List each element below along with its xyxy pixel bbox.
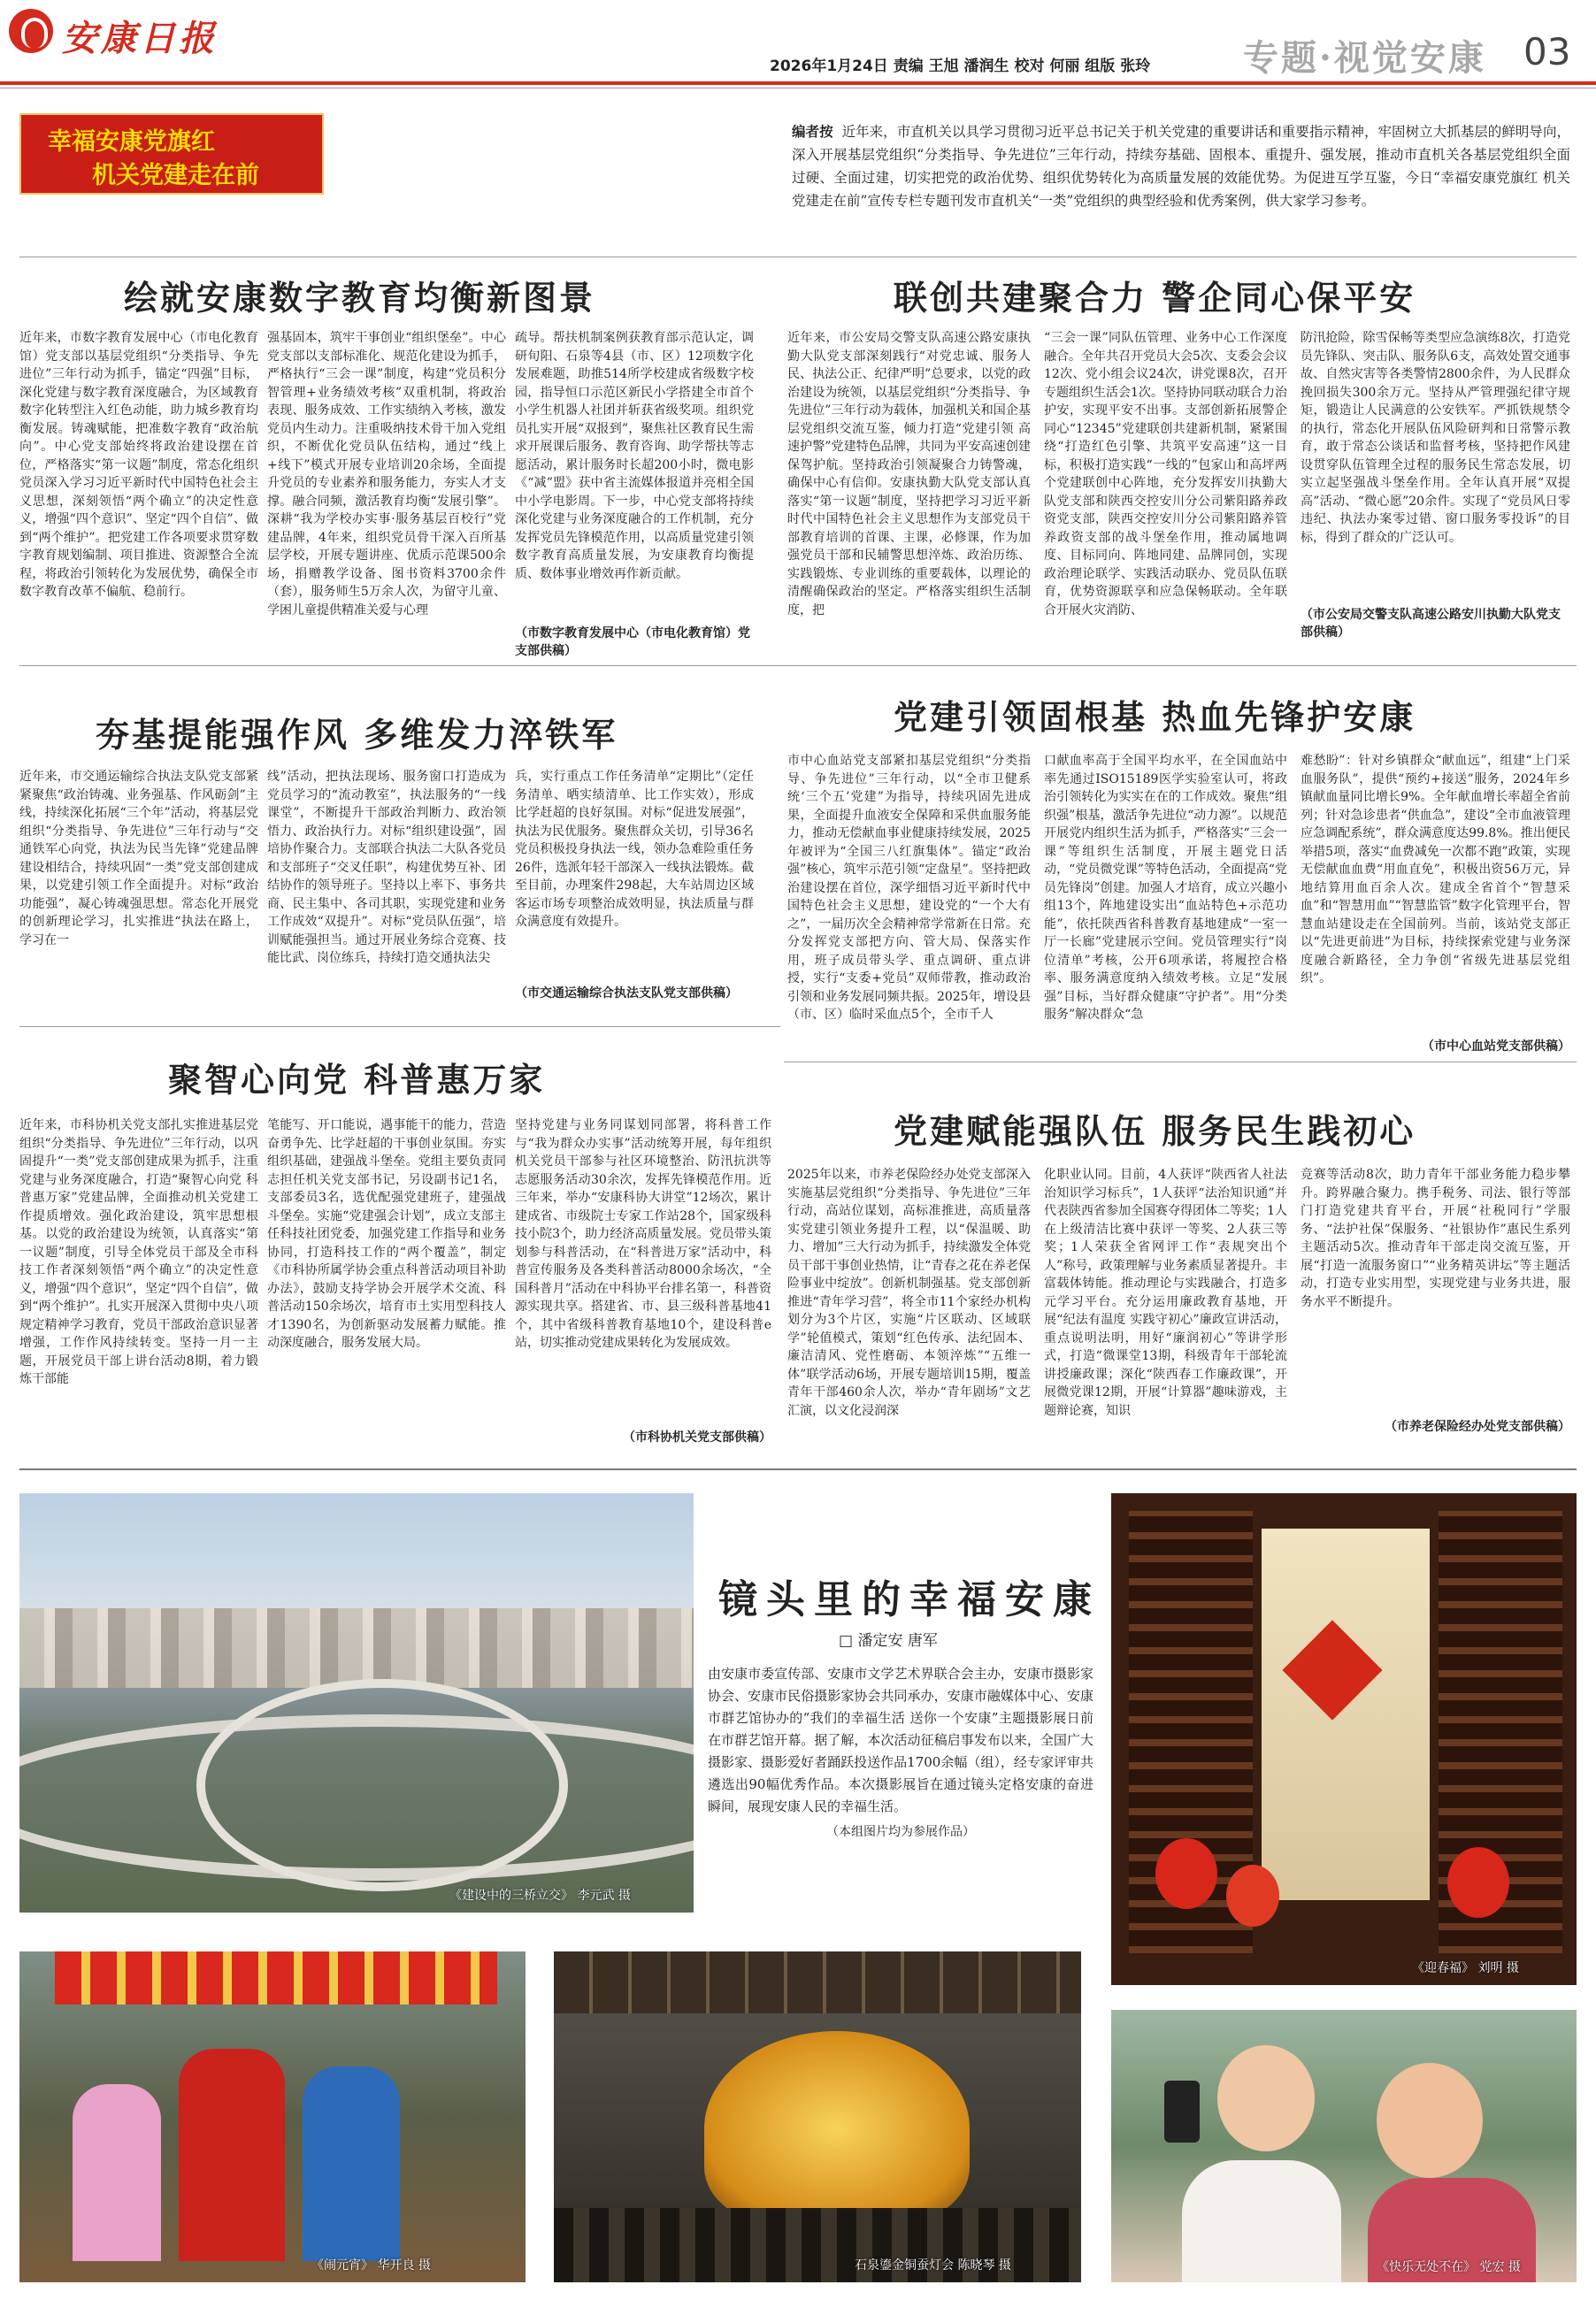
photo-caption: 石泉鎏金铜蚕灯会 陈晓琴 摄 — [855, 2258, 1011, 2273]
article-signature: （市养老保险经办处党支部供稿） — [1385, 1420, 1570, 1434]
performer — [179, 2049, 285, 2261]
article-signature: （市交通运输综合执法支队党支部供稿） — [515, 986, 738, 1000]
photo-caption: 《闹元宵》 华开良 摄 — [311, 2258, 431, 2273]
article-column: 疏导。帮扶机制案例获教育部示范认定，调研旬阳、石泉等4县（市、区）12项数字化发展难题，助推514所学校建成省级数字校园，指导恒口示范区新民小学搭建全市首个小学生机器人社团并斩获省级奖项。组织党员扎实开展“双报到”，聚焦社区教育民生需求开展课后服务、教育咨询、助学帮扶等志愿活动，累计服务时长超200小时，微电影《“减”盟》获中省主流媒体报道并亮相全国中小学电影周。下一步，中心党支部将持续深化党建与业务深度融合的工作机制，充分发挥党员先锋模范作用，以高质量党建引领数字教育高质量发展，为安康教育均衡提质、数体事业增效再作新贡献。 — [515, 331, 754, 581]
banner-line-1: 幸福安康党旗红 — [48, 128, 215, 156]
overpass-loop — [196, 1679, 568, 1891]
column-banner — [19, 113, 324, 195]
issue-meta: 2026年1月24日 责编 王旭 潘润生 校对 何丽 组版 张玲 — [770, 58, 1151, 75]
red-lantern-icon — [1447, 1847, 1509, 1918]
article-column: 化职业认同。目前，4人获评“陕西省人社法治知识学习标兵”，1人获评“法治知识通”并代表陕西省参加全国赛夺得团体二等奖；1人在上级清洁比赛中获评一等奖、2人获三等奖；1人荣获全省网评工作“表规突出个人”称号，政策理解与业务素质显著提升。丰富载体铸能。推动理论与实践融合，打造多元学习平台。充分运用廉政教育基地，开展“纪法有温度 实践守初心”廉政宣讲活动，重点说明法明，用好“廉润初心”等讲学形式，打造“微课堂13期，科级青年干部轮流讲授廉政课；深化“陕西春工作廉政课”，开展微党课12期，开展“计算器”趣味游戏，主题辩论赛，知识 — [1044, 1168, 1287, 1418]
article-column: 2025年以来，市养老保险经办处党支部深入实施基层党组织“分类指导、争先进位”三年行动，高站位谋划，高标准推进，高质量落实党建引领业务提升工程，以“保温暖、助力、增加”三大行动为抓手，持续激发全体党员干部干事创业热情，让“青春之花在养老保险事业中绽放”。创新机制强基。党支部创新推进“青年学习营”，将全市11个家经办机构划分为3个片区，实施“片区联动、区域联学”轮值模式，策划“红色传承、法纪固本、廉洁清风、党性磨砺、本领淬炼”“五维一体”联学活动6场，开展专题培训15期，覆盖青年干部460余人次，举办“青年剧场”文艺汇演，以文化浸润深 — [787, 1168, 1031, 1418]
article-title: 联创共建聚合力 警企同心保平安 — [894, 278, 1416, 318]
article-title: 党建赋能强队伍 服务民生践初心 — [894, 1111, 1416, 1151]
child-face — [1217, 2045, 1315, 2151]
editor-note-label: 编者按 — [792, 124, 833, 140]
photo-caption: 《快乐无处不在》 党宏 摄 — [1377, 2260, 1521, 2274]
logo-emblem-icon — [9, 9, 53, 53]
article-signature: （市公安局交警支队高速公路安川执勤大队党支部供稿） — [1301, 608, 1561, 640]
photo-window — [1111, 1493, 1577, 1985]
article-column: 坚持党建与业务同谋划同部署，将科普工作与“我为群众办实事”活动统筹开展，每年组织机关党员干部参与社区环境整治、防汛抗洪等志愿服务活动30余次，发挥先锋模范作用。近三年来，举办“安康科协大讲堂”12场次，累计建成省、市级院士专家工作站28个，国家级科技小院3个，助力经济高质量发展。党员带头策划参与科普活动，在“科普进万家”活动中，科普宣传服务及各类科普活动8000余场次，“全国科普月”活动在中科协平台排名第一，科普资源实现共享。搭建省、市、县三级科普基地41个，其中省级科普教育基地10个，建设科普e站，切实推动党建成果转化为发展成效。 — [515, 1118, 771, 1350]
red-lantern-icon — [1155, 1838, 1217, 1909]
article-column: 竞赛等活动8次，助力青年干部业务能力稳步攀升。跨界融合聚力。携手税务、司法、银行等部门打造党建共育平台，开展“社税同行”学服务、“法护社保”保服务、“社银协作”惠民生系列主题活动5次。推动青年干部走岗交流互鉴，开展“打造一流服务窗口”“业务精英讲坛”等主题活动，打造专业实用型，实现党建与业务共进，服务水平不断提升。 — [1301, 1168, 1570, 1309]
divider — [19, 1026, 780, 1027]
editor-note — [792, 120, 1570, 212]
divider — [19, 1468, 1577, 1470]
article-column: 口献血率高于全国平均水平，在全国血站中率先通过ISO15189医学实验室认可，将政治引领转化为实实在在的工作成效。聚焦“组织强”根基，激活争先进位“动力源”。以规范开展党内组织生活为抓手，严格落实“三会一课”等组织生活制度，开展主题党日活动，“党员微党课”等特色活动，全面提高“党员先锋岗”创建。加强人才培育，成立兴趣小组13个，阵地建设实出“血站特色+示范功能”，依托陕西省科普教育基地建成“一室一厅一长廊”党建展示空间。党员管理实行“岗位清单”考核，公开6项承诺，将履控合格率、服务满意度纳入绩效考核。立足“发展强”目标，当好群众健康“守护者”。用“分类服务”解决群众“急 — [1044, 754, 1287, 1022]
red-lantern-icon — [1226, 1865, 1279, 1927]
photo-caption: 《建设中的三桥立交》 李元武 摄 — [449, 1889, 631, 1903]
article-column: 防汛抢险，除雪保畅等类型应急演练8次，打造党员先锋队、突击队、服务队6支，高效处置交通事故、自然灾害等各类警情2800余件，为人民群众挽回损失300余万元。坚持从严管理强纪律守规矩，锻造让人民满意的公安铁军。严抓铁规禁令的执行，常态化开展队伍风险研判和日常警示教育，敢于常态公谈话和监督考核，坚持把作风建设贯穿队伍管理全过程的服务民生常态发展，切实立起坚强战斗堡垒作用。全年认真开展“双提高”活动、“微心愿”20余件。实现了“党员风日零违纪、执法办案零过错、窗口服务零投诉”的目标，得到了群众的广泛认可。 — [1301, 331, 1570, 545]
article-title: 夯基提能强作风 多维发力淬铁军 — [96, 715, 618, 755]
child-face — [1377, 2063, 1483, 2178]
article-signature: （市科协机关党支部供稿） — [623, 1430, 771, 1445]
article-column: 近年来，市科协机关党支部扎实推进基层党组织“分类指导、争先进位”三年行动，以巩固提升“一类”党支部创建成果为抓手，注重党建与业务深度融合，打造“聚智心向党 科普惠万家”党建品牌，全面推动机关党建工作提质增效。强化政治建设，筑牢思想根基。以党的政治建设为统领，认真落实“第一议题”制度，引导全体党员干部及全市科技工作者深刻领悟“两个确立”的决定性意义，增强“四个意识”，坚定“四个自信”，做到“两个维护”。扎实开展深入贯彻中央八项规定精神学习教育，党员干部政治意识显著增强，工作作风持续转变。坚持一月一主题，开展党员干部上讲台活动8期，着力锻炼干部能 — [19, 1118, 258, 1386]
lens-note: （本组图片均为参展作品） — [826, 1825, 975, 1839]
article-column: 近年来，市公安局交警支队高速公路安康执勤大队党支部深刻践行“对党忠诚、服务人民、执法公正、纪律严明”总要求，以党的政治建设为统领，以基层党组织“分类指导、争先进位”三年行动为载体，加强机关和国企基层党组织交流互鉴，倾力打造“党建引领 高速护警”党建特色品牌，共同为平安高速创建保驾护航。坚持政治引领凝聚合力铸警魂，确保中心有信仰。安康执勤大队党支部认真落实“第一议题”制度，坚持把学习习近平新时代中国特色社会主义思想作为支部党员干部教育培训的首课、主课，必修课，作为加强党员干部和民辅警思想淬炼、政治历练、实践锻炼、专业训练的重要载体，以理论的清醒确保政治的坚定。严格落实组织生活制度，把 — [787, 331, 1031, 617]
newspaper-logo — [9, 7, 248, 57]
lens-author: □ 潘定安 唐军 — [839, 1632, 938, 1650]
photo-caption: 《迎春福》 刘明 摄 — [1412, 1961, 1519, 1975]
article-column: 市中心血站党支部紧扣基层党组织“分类指导、争先进位”三年行动，以“全市卫健系统‘三个五’党建”为指导，持续巩固先进成果，全面提升血液安全保障和采供血服务能力，推动无偿献血事业健康持续发展，2025年被评为“全国三八红旗集体”。锚定“政治强”核心，筑牢示范引领“定盘星”。坚持把政治建设摆在首位，深学细悟习近平新时代中国特色社会主义思想，建设党的“一个大有之”，一届历次全会精神常学常新在日常。充分发挥党支部把方向、管大局、保落实作用，班子成员带头学、重点调研、重点讲授，实行“支委+党员”双师带教，推动政治引领和业务发展同频共振。2025年，增设县（市、区）临时采血点5个，全市千人 — [787, 754, 1031, 1022]
child-body — [1182, 2160, 1341, 2282]
masthead-rule — [0, 81, 1596, 85]
building-eaves — [554, 1951, 1081, 2013]
article-title: 绘就安康数字教育均衡新图景 — [124, 278, 596, 318]
photo-kids — [1111, 2010, 1577, 2282]
lens-body-text: 由安康市委宣传部、安康市文学艺术界联合会主办，安康市摄影家协会、安康市民俗摄影家协会共同承办，安康市融媒体中心、安康市群艺馆协办的“我们的幸福生活 送你一个安康”主题摄影展日前在市群艺馆开幕。据了解，本次活动征稿启事发布以来，全国广大摄影家、摄影爱好者踊跃投送作品1700余幅（组），经专家评审共遴选出90幅优秀作品。本次摄影展旨在通过镜头定格安康的奋进瞬间，展现安康人民的幸福生活。 — [708, 1666, 1093, 1814]
article-column: 难愁盼”：针对乡镇群众“献血远”，组建“上门采血服务队”，提供“预约+接送”服务，2024年乡镇献血量同比增长9%。全年献血增长率超全省前列；针对急诊患者“供血急”，建设“全市血液管理应急调配系统”，群众满意度达99.8%。推出便民举措5项，落实“血费减免一次都不跑”政策，实现无偿献血血费“用血直免”，积极出资56万元，异地结算用血百余人次。建成全省首个“智慧采血”和“智慧用血”“智慧监管”数字化管理平台，智慧血站建设走在全国前列。当前，该站党支部正以“先进更前进”为目标，持续探索党建与业务深度融合新路径，全力争创“省级先进基层党组织”。 — [1301, 754, 1570, 985]
article-column: 笔能写、开口能说，遇事能干的能力，营造奋勇争先、比学赶超的干事创业氛围。夯实组织基础，建强战斗堡垒。党组主要负责同志担任机关党支部书记，另设副书记1名，支部委员3名，选优配强党建班子，建强战斗堡垒。实施“党建强会计划”，成立支部主任科技社团党委，加强党建工作指导和业务协同，打造科技工作的“两个覆盖”，制定《市科协所属学协会重点科普活动项目补助办法》，鼓励支持学协会开展学术交流、科普活动150余场次，培育市土实用型科技人才1390名，为创新驱动发展蓄力赋能。推动深度融合，服务发展大局。 — [267, 1118, 506, 1350]
divider — [19, 665, 1577, 666]
photo-parade — [19, 1951, 526, 2282]
banner-line-2: 机关党建走在前 — [92, 162, 259, 189]
article-column: 近年来，市数字教育发展中心（市电化教育馆）党支部以基层党组织“分类指导、争先进位”三年行动为抓手，锚定“四强”目标，深化党建与数字教育深度融合，为区域教育数字化转型注入红色动能，助力城乡教育均衡发展。铸魂赋能，把准数字教育“政治航向”。中心党支部始终将政治建设摆在首位，严格落实“第一议题”制度，常态化组织党员深入学习习近平新时代中国特色社会主义思想，深刻领悟“两个确立”的决定性意义，增强“四个意识”、坚定“四个自信”、做到“两个维护”。把党建工作各项要求贯穿数字教育规划编制、项目推进、资源整合全流程，将政治引领转化为发展优势，确保全市数字教育改革不偏航、稳前行。 — [19, 331, 258, 599]
page-number: 03 — [1523, 30, 1571, 73]
article-column: 近年来，市交通运输综合执法支队党支部紧紧聚焦“政治铸魂、业务强基、作风砺剑”主线，持续深化拓展“三个年”活动，将基层党组织“分类指导、争先进位”三年行动与“交通铁军心向党，执法为民当先锋”党建品牌建设相结合，持续巩固“一类”党支部创建成果，以党建引领工作全面提升。对标“政治功能强”，凝心铸魂强思想。常态化开展党的创新理论学习，扎实推进“执法在路上，学习在一 — [19, 770, 258, 947]
window-opening — [1262, 1529, 1430, 1900]
article-title: 党建引领固根基 热血先锋护安康 — [894, 697, 1416, 737]
performer — [303, 2066, 400, 2261]
editor-note-text: 近年来，市直机关以具学习贯彻习近平总书记关于机关党建的重要讲话和重要指示精神，牢固树立大抓基层的鲜明导向，深入开展基层党组织“分类指导、争先进位”三年行动，持续夯基础、固根本、重提升、强发展，推动市直机关各基层党组织全面过硬、全面过建，切实把党的政治优势、组织优势转化为高质量发展的效能优势。为促进互学互鉴，今日“幸福安康党旗红 机关党建走在前”宣传专栏专题刊发市直机关“一类”党组织的典型经验和优秀案例，供大家学习参考。 — [792, 124, 1570, 209]
lens-title: 镜头里的幸福安康 — [718, 1577, 1101, 1622]
photo-interchange — [19, 1493, 694, 1913]
article-signature: （市中心血站党支部供稿） — [1422, 1039, 1570, 1054]
lens-body — [708, 1663, 1093, 1844]
section-title: 专题·视觉安康 — [1243, 37, 1486, 79]
article-column: 线”活动，把执法现场、服务窗口打造成为党员学习的“流动教室”，执法服务的“一线课堂”，不断提升干部政治判断力、政治领悟力、政治执行力。对标“组织建设强”，固培协作聚合力。支部联合执法二大队各党员和支部班子“交叉任职”，构建优势互补、团结协作的领导班子。坚持以上率下、事务共商、民主集中、各司其职，实现党建和业务工作成效“双提升”。对标“党员队伍强”，培训赋能强担当。通过开展业务综合竞赛、技能比武、岗位练兵，持续打造交通执法尖 — [267, 770, 506, 965]
city-skyline — [19, 1608, 694, 1688]
photo-dragon-lantern — [554, 1951, 1081, 2282]
dragon-lantern-icon — [704, 2031, 970, 2226]
article-column: “三会一课”同队伍管理、业务中心工作深度融合。全年共召开党员大会5次、支委会会议12次、党小组会议24次，讲党课8次，召开专题组织生活会1次。坚持协同联动联合力治护安，实现平安不出事。支部创新拓展警企同心“12345”党建联创共建新机制，紧紧围绕“打造红色引擎、共筑平安高速”这一目标，积极打造实践“一线的”包家山和高坪两个党建联创中心阵地，充分发挥安川执勤大队党支部和陕西交控安川分公司紫阳路养政资党支部，陕西交控安川分公司紫阳路养管养政资支部的战斗堡垒作用，推动属地调度、目标同向、阵地同建、品牌同创，实现政治理论联学、实践活动联办、党员队伍联育，优势资源联享和应急保畅联动。全年联合开展火灾消防、 — [1044, 331, 1287, 617]
festive-banners — [55, 1951, 497, 2005]
performer — [73, 2084, 161, 2261]
article-column: 强基固本，筑牢干事创业“组织堡垒”。中心党支部以支部标准化、规范化建设为抓手，严格执行“三会一课”制度，构建“党员积分智管理+业务绩效考核”双重机制，将政治表现、服务成效、工作实绩纳入考核，激发党员内生动力。注重吸纳技术骨干加入党组织，不断优化党员队伍结构，通过“线上+线下”模式开展专业培训20余场，全面提升党员的专业素养和服务能力，夯实人才支撑。融合同频，激活教育均衡“发展引擎”。深耕“我为学校办实事·服务基层百校行”党建品牌，4年来，组织党员骨干深入百所基层学校，开展专题讲座、优质示范课500余场，捐赠教学设备、图书资料3700余件（套），服务师生5万余人次，为留守儿童、学困儿童提供精准关爱与心理 — [267, 331, 506, 617]
newspaper-name: 安康日报 — [62, 18, 218, 59]
article-title: 聚智心向党 科普惠万家 — [168, 1060, 546, 1100]
article-signature: （市数字教育发展中心（市电化教育馆）党支部供稿） — [515, 626, 750, 658]
phone-icon — [1164, 2081, 1200, 2143]
article-column: 兵，实行重点工作任务清单“定期比”（定任务清单、晒实绩清单、比工作实效），形成比学赶超的良好氛围。对标“促进发展强”，执法为民优服务。聚焦群众关切，引导36名党员积极投身执法一线，领办急难险重任务26件，选派年轻干部深入一线执法锻炼。截至目前，办理案件298起，大车站周边区域客运市场专项整治成效明显，执法质量与群众满意度有效提升。 — [515, 770, 754, 929]
